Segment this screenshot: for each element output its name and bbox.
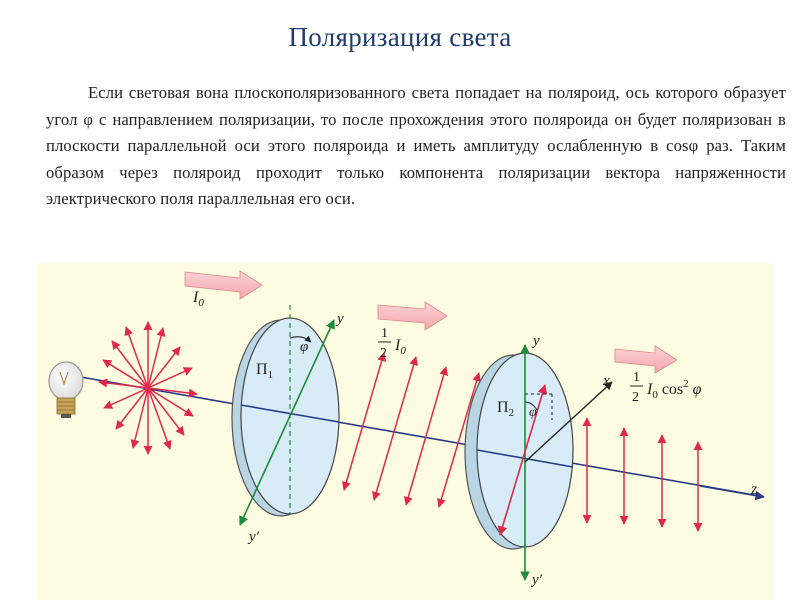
label-x: x <box>603 373 610 389</box>
label-p2: $П_2$ <box>497 399 515 419</box>
slide-title: Поляризация света <box>288 22 512 52</box>
label-i0: $I_0$ <box>193 289 204 309</box>
label-phi-2: φ <box>529 405 537 420</box>
polarization-diagram <box>37 263 773 600</box>
label-out-den: 2 <box>632 390 639 405</box>
label-half-i0: $I_0$ <box>395 337 406 357</box>
label-z: z <box>751 481 758 498</box>
body-paragraph: Если световая вона плоскополяризованного света попадает на поляроид, ось которого образует угол φ с направлением поляризации, то после прохождения этого поляроида он будет поляризован в плоскости параллельной оси этого поляроида и иметь амплитуду ослабленную в cosφ раз. Таким образом через поляроид проходит только компонента поляризации вектора напряженности электрического поля параллельная его оси. <box>46 83 786 208</box>
label-y1: y <box>337 311 344 327</box>
label-out-formula: $I_0$ $\cos^2 \varphi$ <box>647 378 702 401</box>
label-p1: $П_1$ <box>256 361 274 381</box>
label-y2-prime: y′ <box>532 572 542 588</box>
label-half-num-1: 1 <box>381 326 388 341</box>
polaroid-1 <box>232 318 339 516</box>
polarization-figure <box>37 263 773 600</box>
label-half-den-1: 2 <box>380 346 387 361</box>
label-y1-prime: y′ <box>249 529 259 545</box>
label-out-num: 1 <box>633 370 640 385</box>
label-phi-1: φ <box>300 339 309 355</box>
label-y2: y <box>533 333 540 349</box>
